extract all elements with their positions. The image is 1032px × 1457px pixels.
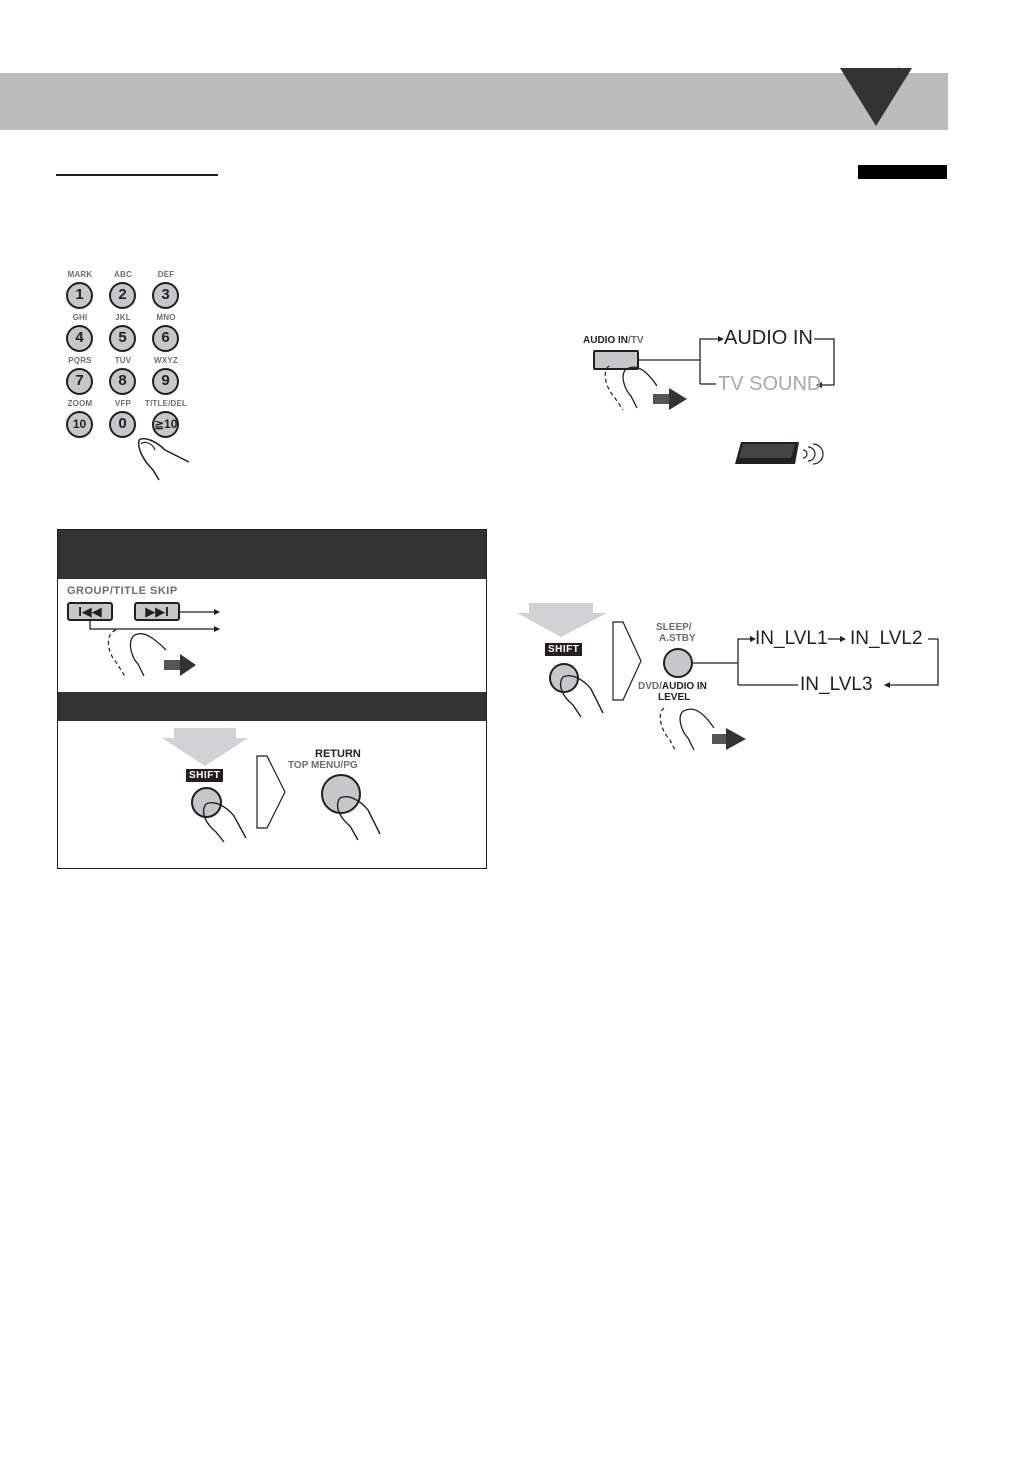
skip-flow-arrows bbox=[86, 604, 226, 694]
skip-next-button[interactable]: ▶▶I bbox=[134, 602, 180, 621]
top-menu-label: TOP MENU/PG bbox=[288, 760, 358, 771]
number-key-2[interactable]: 2 bbox=[109, 282, 136, 309]
shift-tag: SHIFT bbox=[186, 769, 223, 782]
finger-press-icon bbox=[650, 700, 750, 756]
number-key-4[interactable]: 4 bbox=[66, 325, 93, 352]
number-key-7[interactable]: 7 bbox=[66, 368, 93, 395]
box-divider-bar bbox=[58, 692, 486, 721]
key-label: TUV bbox=[114, 356, 132, 365]
box-header-bar bbox=[58, 530, 486, 579]
astby-label: A.STBY bbox=[659, 633, 696, 644]
key-label: MARK bbox=[67, 270, 93, 279]
language-tab bbox=[858, 165, 947, 179]
finger-press-icon bbox=[334, 794, 394, 844]
audio-in-option: AUDIO IN bbox=[724, 327, 813, 349]
number-key-3[interactable]: 3 bbox=[152, 282, 179, 309]
level-3-option: IN_LVL3 bbox=[800, 674, 873, 695]
key-label: ZOOM bbox=[67, 399, 93, 408]
number-key-10[interactable]: 10 bbox=[66, 411, 93, 438]
audio-in-level-button[interactable] bbox=[663, 648, 693, 678]
key-label: ABC bbox=[114, 270, 132, 279]
number-key-8[interactable]: 8 bbox=[109, 368, 136, 395]
number-key-0[interactable]: 0 bbox=[109, 411, 136, 438]
number-key-5[interactable]: 5 bbox=[109, 325, 136, 352]
next-step-arrow-icon bbox=[255, 754, 287, 830]
key-label: TITLE/DEL bbox=[144, 399, 188, 408]
finger-press-icon bbox=[200, 800, 260, 845]
level-1-option: IN_LVL1 bbox=[755, 628, 828, 649]
finger-press-icon bbox=[135, 438, 205, 482]
section-title-underline bbox=[56, 174, 218, 176]
shift-tag: SHIFT bbox=[545, 643, 582, 656]
key-label: MNO bbox=[156, 313, 176, 322]
finger-press-icon bbox=[557, 673, 617, 719]
audio-in-level-label: AUDIO IN bbox=[661, 681, 707, 692]
key-label: PQRS bbox=[68, 356, 92, 365]
level-2-option: IN_LVL2 bbox=[850, 628, 923, 649]
header-triangle-icon bbox=[838, 62, 948, 132]
key-label: VFP bbox=[114, 399, 132, 408]
tv-label: /TV bbox=[628, 335, 644, 346]
press-arrow-icon bbox=[515, 603, 609, 639]
group-title-skip-label: GROUP/TITLE SKIP bbox=[67, 585, 178, 597]
number-key-plus10[interactable]: ≧10 bbox=[152, 411, 179, 438]
remote-control-icon bbox=[733, 440, 828, 470]
skip-previous-button[interactable]: I◀◀ bbox=[67, 602, 113, 621]
numeric-keypad bbox=[55, 266, 205, 481]
sleep-label: SLEEP/ bbox=[656, 622, 692, 633]
level-label: LEVEL bbox=[658, 692, 691, 703]
dvd-label: DVD/ bbox=[638, 681, 662, 692]
audio-in-label: AUDIO IN bbox=[583, 335, 628, 346]
number-key-1[interactable]: 1 bbox=[66, 282, 93, 309]
key-label: JKL bbox=[115, 313, 131, 322]
tv-sound-option: TV SOUND bbox=[718, 373, 822, 395]
header-band bbox=[0, 73, 948, 130]
key-label: DEF bbox=[157, 270, 175, 279]
press-arrow-icon bbox=[160, 728, 250, 768]
number-key-6[interactable]: 6 bbox=[152, 325, 179, 352]
number-key-9[interactable]: 9 bbox=[152, 368, 179, 395]
return-label: RETURN bbox=[315, 748, 361, 760]
key-label: GHI bbox=[72, 313, 88, 322]
audio-in-tv-label bbox=[583, 335, 644, 346]
key-label: WXYZ bbox=[154, 356, 178, 365]
